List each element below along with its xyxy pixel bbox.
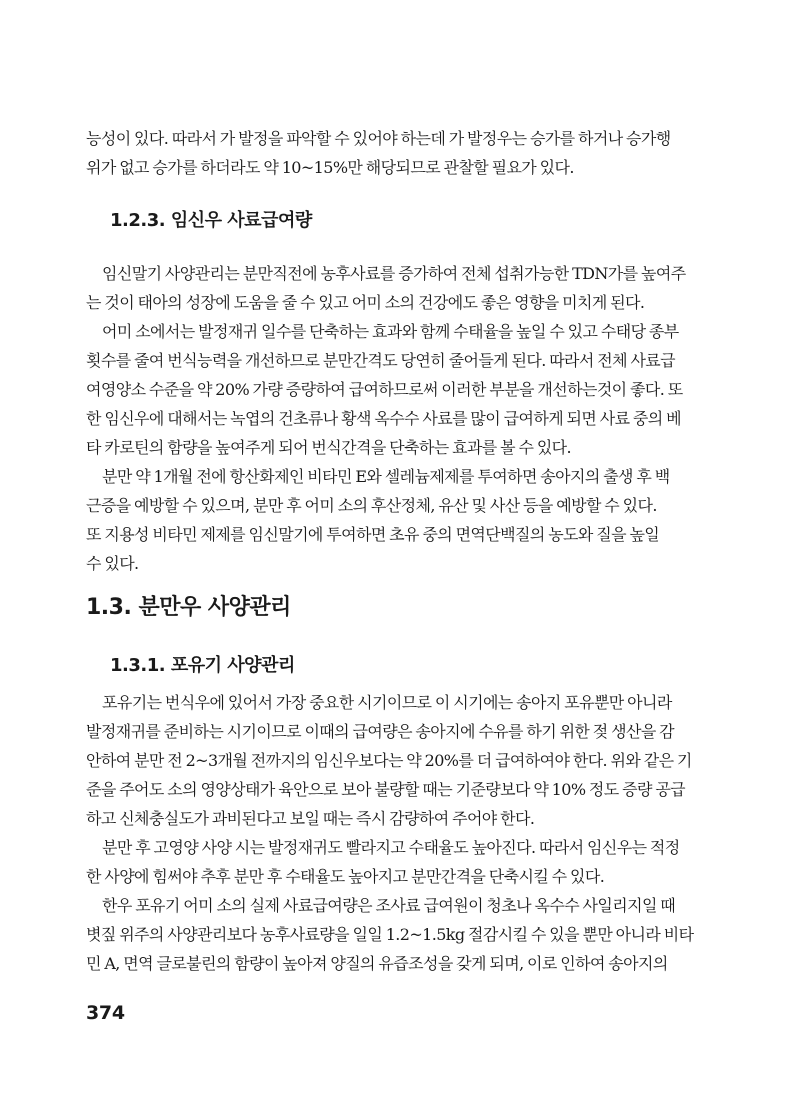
page-number: 374 [86,1002,125,1024]
paragraph-1-2-3-a [86,259,711,317]
paragraph-1-3-1-a [86,688,711,833]
text-line: 안하여 분만 전 2~3개월 전까지의 임신우보다는 약 20%를 더 급여하여야 한다. 위와 같은 기 [86,751,692,770]
text-line: 근증을 예방할 수 있으며, 분만 후 어미 소의 후산정체, 유산 및 사산 등을 예방할 수 있다. [86,496,657,515]
text-line: 발정재귀를 준비하는 시기이므로 이때의 급여량은 송아지에 수유를 하기 위한 젖 생산을 감 [86,722,675,741]
text-line: 한 임신우에 대해서는 녹엽의 건초류나 황색 옥수수 사료를 많이 급여하게 되면 사료 중의 베 [86,409,681,428]
section-heading-1-3: 1.3. 분만우 사양관리 [86,595,291,620]
paragraph-1-3-1-b [86,833,711,891]
section-heading-1-3-1: 1.3.1. 포유기 사양관리 [110,655,295,676]
text-line: 어미 소에서는 발정재귀 일수를 단축하는 효과와 함께 수태율을 높일 수 있고 수태당 종부 [102,322,679,341]
section-heading-1-2-3: 1.2.3. 임신우 사료급여량 [110,210,312,231]
text-line: 분만 약 1개월 전에 항산화제인 비타민 E와 셀레늄제제를 투여하면 송아지의 출생 후 백 [102,467,670,486]
text-line: 횟수를 줄여 번식능력을 개선하므로 분만간격도 당연히 줄어들게 된다. 따라서 전체 사료급 [86,351,676,370]
text-line: 임신말기 사양관리는 분만직전에 농후사료를 증가하여 전체 섭취가능한 TDN가를 높여주 [102,264,686,283]
text-line: 여영양소 수준을 약 20% 가량 증량하여 급여하므로써 이러한 부분을 개선하는것이 좋다. 또 [86,380,683,399]
text-line: 능성이 있다. 따라서 가 발정을 파악할 수 있어야 하는데 가 발정우는 승가를 하거나 승가행 [86,129,671,148]
paragraph-1-2-3-c [86,462,711,578]
paragraph-1-2-3-b [86,317,711,462]
text-line: 민 A, 면역 글로불린의 함량이 높아져 양질의 유즙조성을 갖게 되며, 이로 인하여 송아지의 [86,954,668,973]
text-line: 한 사양에 힘써야 추후 분만 후 수태율도 높아지고 분만간격을 단축시킬 수 있다. [86,867,605,886]
text-line: 하고 신체충실도가 과비된다고 보일 때는 즉시 감량하여 주어야 한다. [86,809,535,828]
text-line: 볏짚 위주의 사양관리보다 농후사료량을 일일 1.2~1.5kg 절감시킬 수 있을 뿐만 아니라 비타 [86,925,694,944]
text-line: 분만 후 고영양 사양 시는 발정재귀도 빨라지고 수태율도 높아진다. 따라서 임신우는 적정 [102,838,680,857]
text-line: 한우 포유기 어미 소의 실제 사료급여량은 조사료 급여원이 청초나 옥수수 사일리지일 때 [102,896,676,915]
text-line: 또 지용성 비타민 제제를 임신말기에 투여하면 초유 중의 면역단백질의 농도와 질을 높일 [86,525,660,544]
text-line: 는 것이 태아의 성장에 도움을 줄 수 있고 어미 소의 건강에도 좋은 영향을 미치게 된다. [86,293,645,312]
text-line: 위가 없고 승가를 하더라도 약 10~15%만 해당되므로 관찰할 필요가 있다. [86,158,574,177]
paragraph-1-3-1-c [86,891,711,978]
text-line: 준을 주어도 소의 영양상태가 육안으로 보아 불량할 때는 기준량보다 약 10% 정도 증량 공급 [86,780,686,799]
text-line: 포유기는 번식우에 있어서 가장 중요한 시기이므로 이 시기에는 송아지 포유뿐만 아니라 [102,693,672,712]
paragraph-intro [86,124,711,182]
text-line: 타 카로틴의 함량을 높여주게 되어 번식간격을 단축하는 효과를 볼 수 있다. [86,438,572,457]
text-line: 수 있다. [86,554,139,573]
